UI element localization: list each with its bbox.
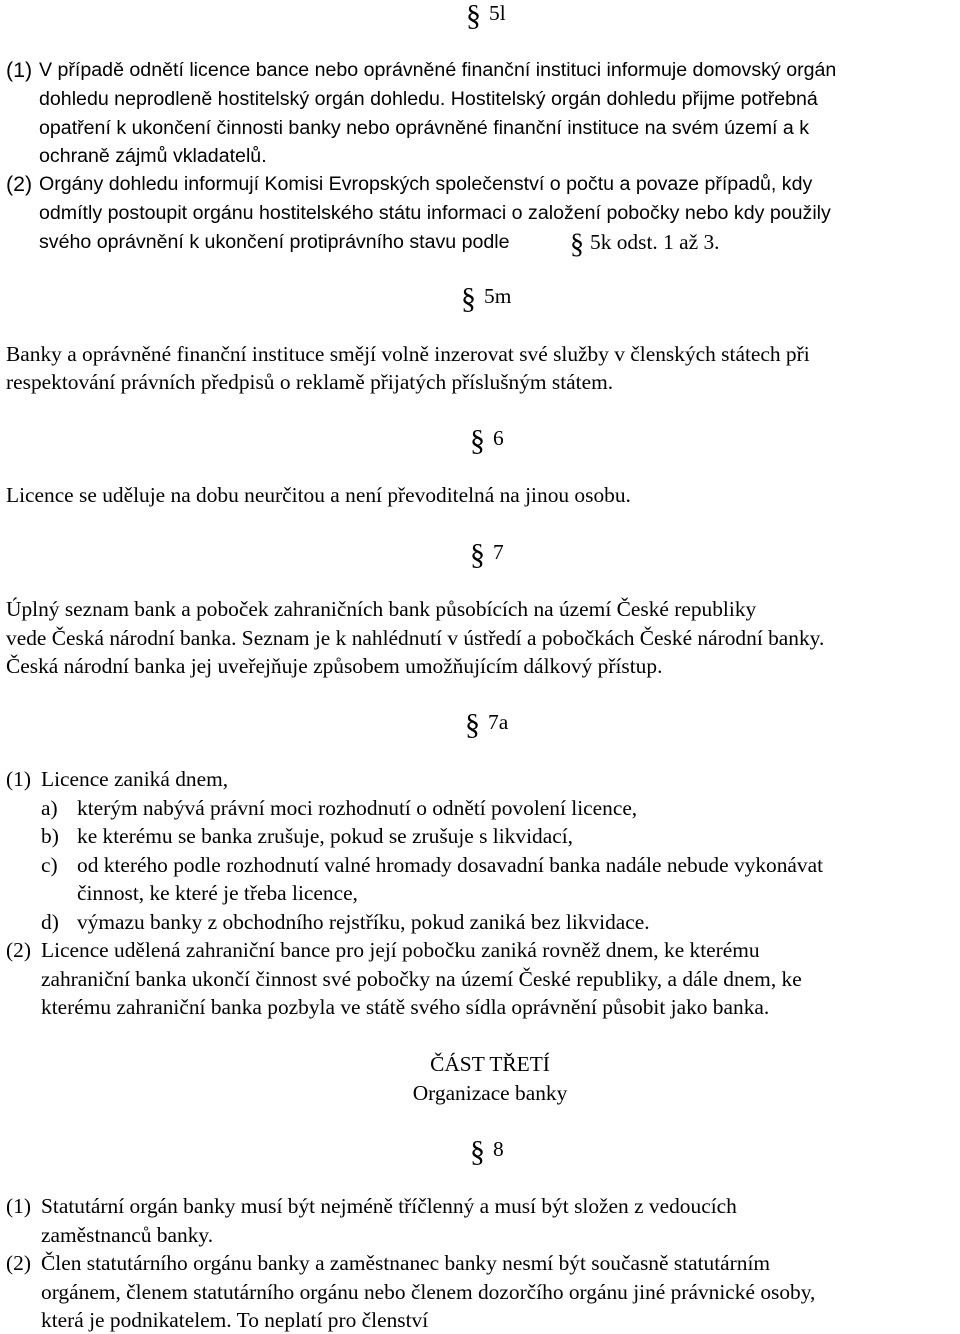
paragraph-marker: (2) xyxy=(6,938,31,962)
paragraph-line: dohledu neprodleně hostitelský orgán dohledu. Hostitelský orgán dohledu přijme potřebná xyxy=(39,88,818,110)
section-heading-7 xyxy=(470,538,504,571)
paragraph-line: Licence zaniká dnem, xyxy=(41,767,229,791)
paragraph-line: Česká národní banka jej uveřejňuje způsobem umožňujícím dálkový přístup. xyxy=(6,654,663,678)
section-symbol: § xyxy=(465,708,480,741)
section-number: 7 xyxy=(493,540,504,564)
section-heading-7a xyxy=(465,708,509,741)
paragraph-line: ochraně zájmů vkladatelů. xyxy=(39,145,267,167)
paragraph-line: Banky a oprávněné finanční instituce smějí volně inzerovat své služby v členských státech při xyxy=(6,342,810,366)
paragraph-line: Statutární orgán banky musí být nejméně tříčlenný a musí být složen z vedoucích xyxy=(41,1194,737,1218)
part-subtitle: Organizace banky xyxy=(412,1081,568,1105)
paragraph-line: zaměstnanců banky. xyxy=(41,1223,214,1247)
paragraph-line: orgánem, členem statutárního orgánu nebo členem dozorčího orgánu jiné právnické osoby, xyxy=(41,1280,816,1304)
section-number: 5l xyxy=(489,1,506,25)
paragraph-line: Člen statutárního orgánu banky a zaměstnanec banky nesmí být současně statutárním xyxy=(41,1251,771,1275)
paragraph-line: Úplný seznam bank a poboček zahraničních bank působících na území České republiky xyxy=(6,597,757,621)
paragraph-line: zahraniční banka ukončí činnost své pobočky na území České republiky, a dále dnem, ke xyxy=(41,967,802,991)
paragraph-line: 5k odst. 1 až 3. xyxy=(590,230,720,254)
paragraph-line: odmítly postoupit orgánu hostitelského státu informaci o založení pobočky nebo kdy použily xyxy=(39,202,831,224)
list-item-line: činnost, ke které je třeba licence, xyxy=(77,881,358,905)
paragraph-line: opatření k ukončení činnosti banky nebo oprávněné finanční instituce na svém území a k xyxy=(39,117,810,139)
list-letter: d) xyxy=(41,910,59,934)
section-symbol: § xyxy=(466,0,481,32)
paragraph-line: Licence se uděluje na dobu neurčitou a není převoditelná na jinou osobu. xyxy=(6,483,631,507)
section-heading-5m xyxy=(461,282,512,315)
list-item-line: od kterého podle rozhodnutí valné hromady dosavadní banka nadále nebude vykonávat xyxy=(77,853,824,877)
section-number: 5m xyxy=(484,284,512,308)
paragraph-line: která je podnikatelem. To neplatí pro členství xyxy=(41,1308,429,1332)
section-symbol: § xyxy=(470,1135,485,1168)
paragraph-marker: (2) xyxy=(6,1251,31,1275)
section-symbol: § xyxy=(470,538,485,571)
list-letter: c) xyxy=(41,853,58,877)
section-heading-6 xyxy=(470,424,504,457)
paragraph-line: Licence udělená zahraniční bance pro její pobočku zaniká rovněž dnem, ke kterému xyxy=(41,938,760,962)
paragraph-line: Orgány dohledu informují Komisi Evropských společenství o počtu a povaze případů, kdy xyxy=(39,173,813,195)
paragraph-marker: (1) xyxy=(6,58,33,82)
paragraph-marker: (1) xyxy=(6,1194,31,1218)
list-letter: b) xyxy=(41,824,59,848)
list-item-line: výmazu banky z obchodního rejstříku, pokud zaniká bez likvidace. xyxy=(77,910,650,934)
section-reference xyxy=(570,229,720,258)
part-title: ČÁST TŘETÍ xyxy=(430,1052,550,1076)
section-number: 6 xyxy=(493,426,504,450)
section-symbol: § xyxy=(470,424,485,457)
section-symbol: § xyxy=(461,282,476,315)
paragraph-marker: (2) xyxy=(6,172,33,196)
paragraph-line: kterému zahraniční banka pozbyla ve státě svého sídla oprávnění působit jako banka. xyxy=(41,995,770,1019)
section-number: 7a xyxy=(488,710,509,734)
paragraph-line: svého oprávnění k ukončení protiprávního stavu podle xyxy=(39,231,510,253)
section-heading-8 xyxy=(470,1135,504,1168)
list-letter: a) xyxy=(41,796,58,820)
list-item-line: kterým nabývá právní moci rozhodnutí o odnětí povolení licence, xyxy=(77,796,638,820)
paragraph-line: respektování právních předpisů o reklamě přijatých příslušným státem. xyxy=(6,370,614,394)
paragraph-line: vede Česká národní banka. Seznam je k nahlédnutí v ústředí a pobočkách České národní banky. xyxy=(6,626,825,650)
section-symbol: § xyxy=(570,229,584,260)
section-number: 8 xyxy=(493,1137,504,1161)
paragraph-marker: (1) xyxy=(6,767,31,791)
list-item-line: ke kterému se banka zrušuje, pokud se zrušuje s likvidací, xyxy=(77,824,573,848)
paragraph-line: V případě odnětí licence bance nebo oprávněné finanční instituci informuje domovský orgán xyxy=(39,59,837,81)
section-heading-5l xyxy=(466,0,506,32)
